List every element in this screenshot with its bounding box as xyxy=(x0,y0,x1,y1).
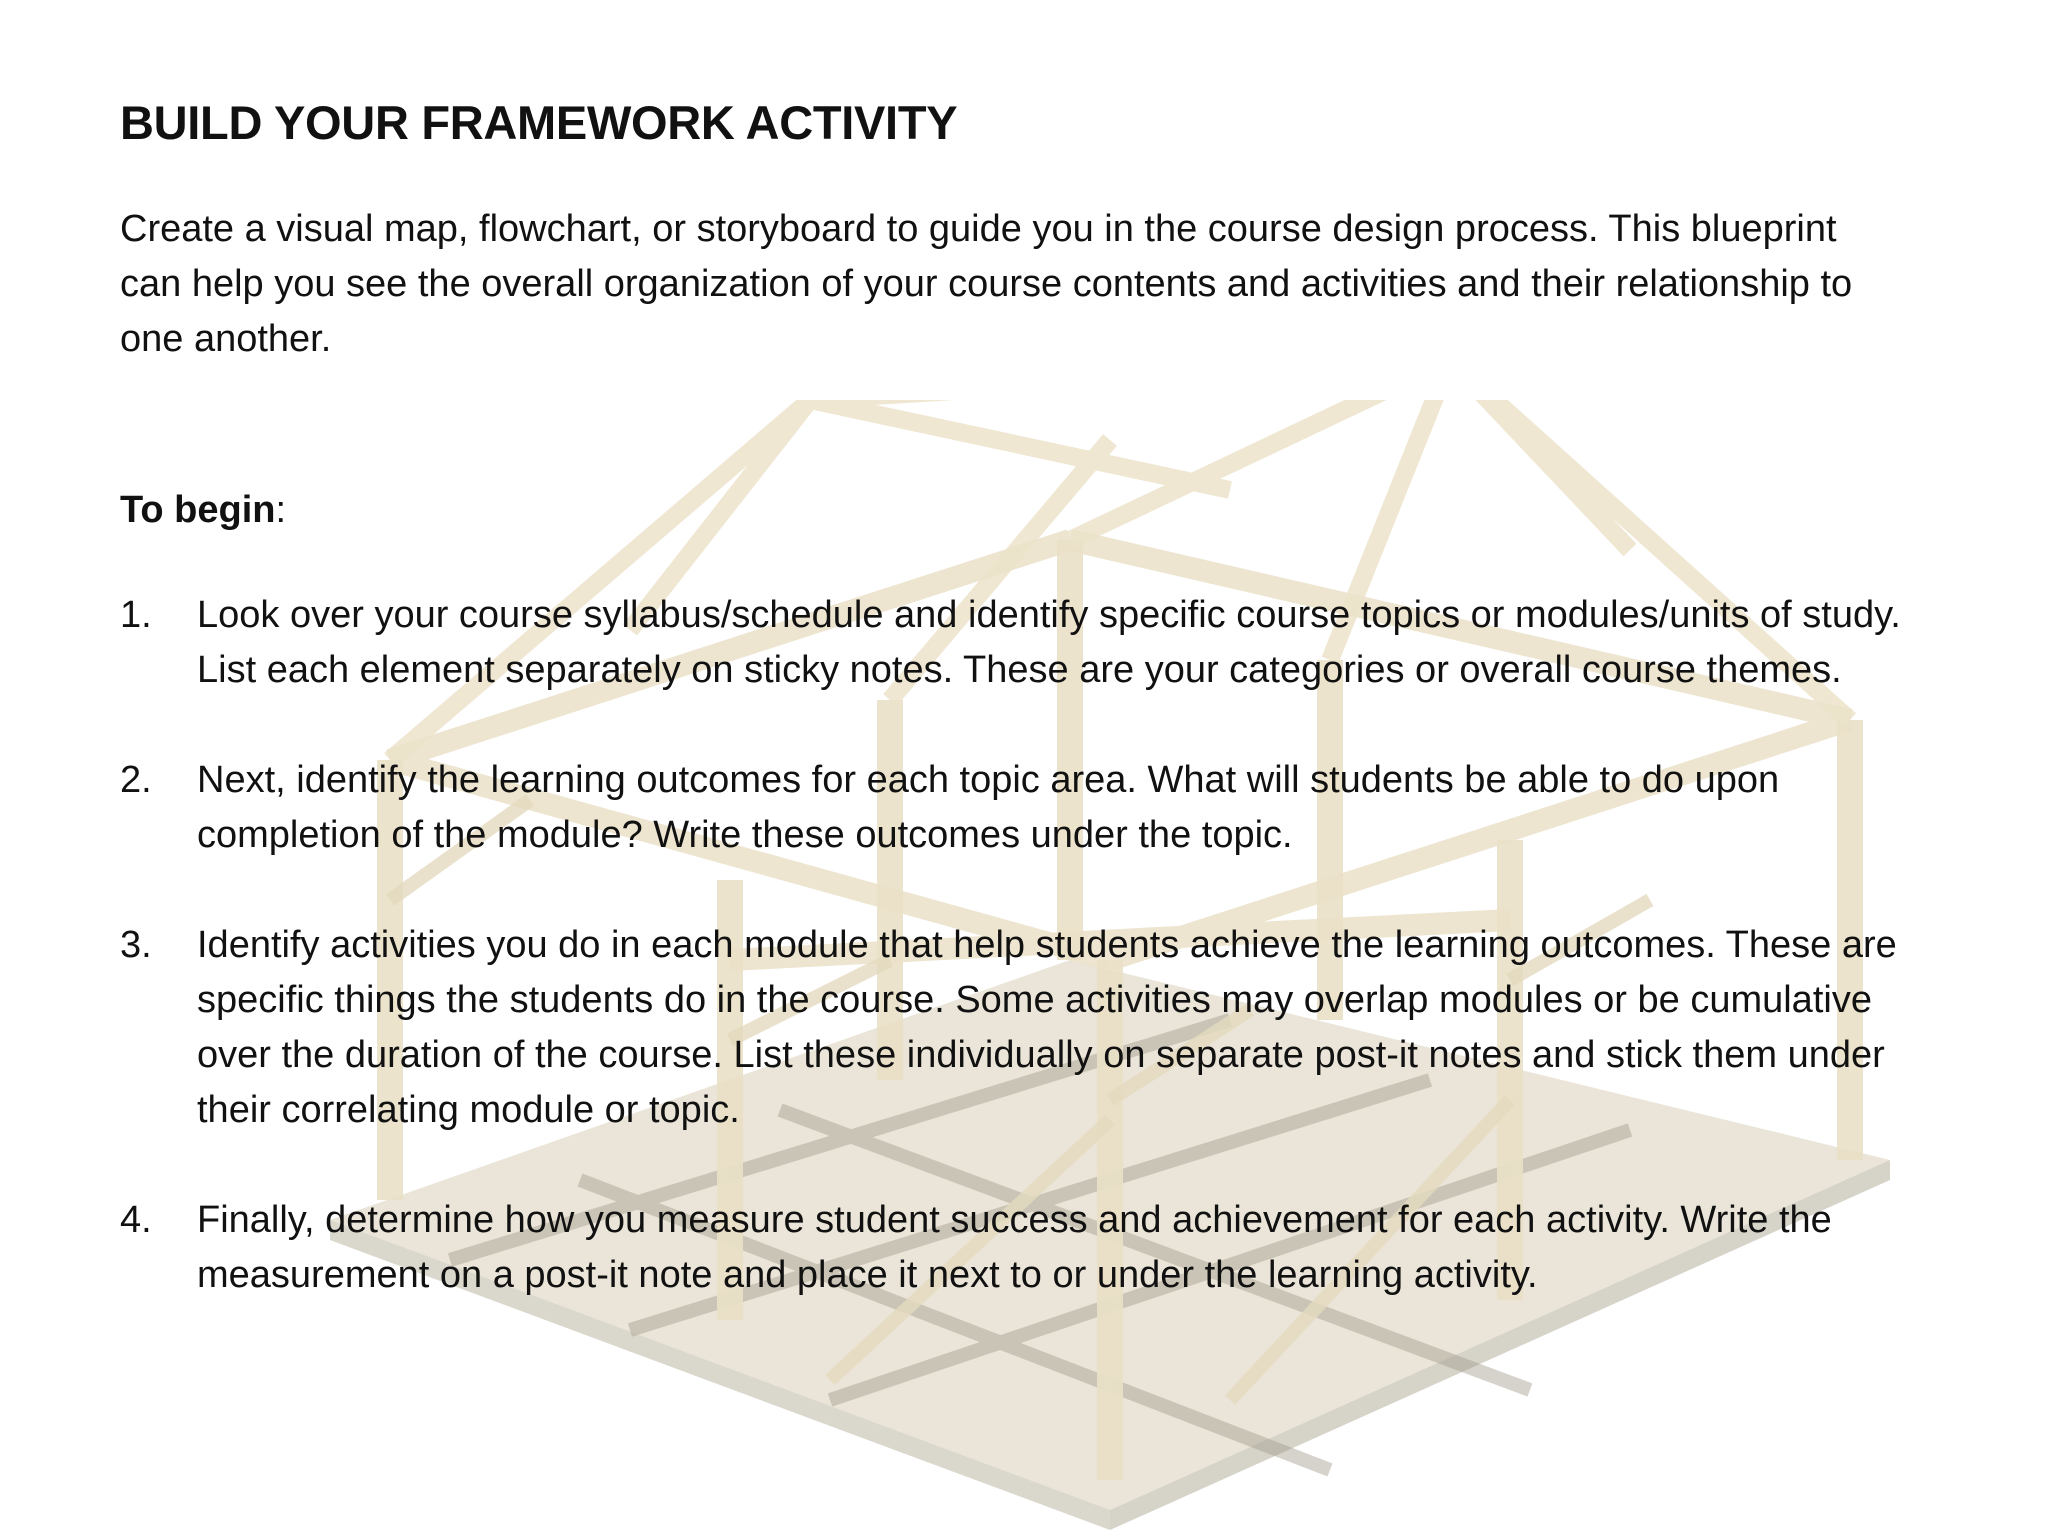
step-item xyxy=(120,588,1950,698)
slide-content xyxy=(120,92,1950,1358)
step-number: 3. xyxy=(120,924,152,966)
intro-paragraph: Create a visual map, flowchart, or storyboard to guide you in the course design process. This blueprint can help you see the overall organization of your course contents and activities and their relationship to one another. xyxy=(120,208,1853,360)
step-number: 2. xyxy=(120,759,152,801)
slide-title: BUILD YOUR FRAMEWORK ACTIVITY xyxy=(120,96,958,149)
step-item xyxy=(120,1193,1950,1303)
step-item xyxy=(120,918,1950,1138)
step-text: Look over your course syllabus/schedule and identify specific course topics or modules/units of study. List each element separately on sticky notes. These are your categories or overall course themes. xyxy=(197,594,1901,691)
step-item xyxy=(120,753,1950,863)
to-begin-label: To begin xyxy=(120,489,276,531)
to-begin-colon: : xyxy=(275,489,287,531)
to-begin-heading xyxy=(120,483,1950,538)
step-number: 4. xyxy=(120,1199,152,1241)
step-text: Finally, determine how you measure student success and achievement for each activity. Write the measurement on a post-it note and place it next to or under the learning activity. xyxy=(197,1199,1832,1296)
step-text: Next, identify the learning outcomes for each topic area. What will students be able to do upon completion of the module? Write these outcomes under the topic. xyxy=(197,759,1780,856)
step-text: Identify activities you do in each module that help students achieve the learning outcomes. These are specific things the students do in the course. Some activities may overlap modules or be cumulative over the duration of the course. List these individually on separate post-it notes and stick them under their correlating module or topic. xyxy=(197,924,1897,1131)
step-number: 1. xyxy=(120,594,152,636)
steps-list xyxy=(120,588,1950,1303)
